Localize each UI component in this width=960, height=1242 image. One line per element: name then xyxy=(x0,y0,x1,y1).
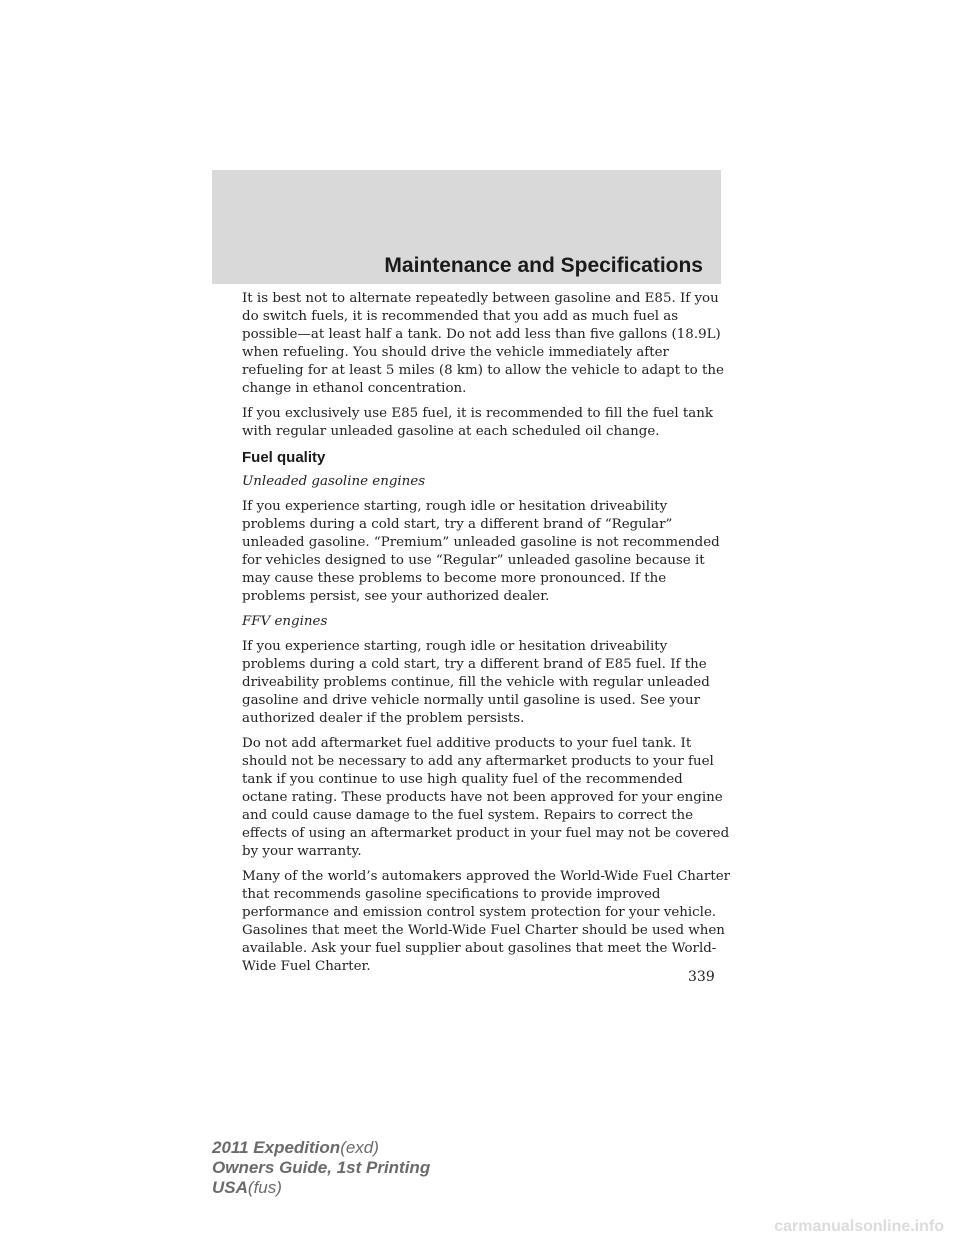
paragraph-additives: Do not add aftermarket fuel additive products to your fuel tank. It should not be necessary to add any aftermarket products to your fuel tank if you continue to use high quality fuel of the recommended octane rating. These products have not been approved for your engine and could cause damage to the fuel system. Repairs to correct the effects of using an aftermarket product in your fuel may not be covered by your warranty. xyxy=(242,736,730,859)
footer-model-code: (exd) xyxy=(340,1138,379,1157)
footer-line-model xyxy=(212,1138,430,1158)
paragraph-fuel-switching: It is best not to alternate repeatedly between gasoline and E85. If you do switch fuels, it is recommended that you add as much fuel as possible—at least half a tank. Do not add less than five gallons (18.9L) when refueling. You should drive the vehicle immediately after refueling for at least 5 miles (8 km) to allow the vehicle to adapt to the change in ethanol concentration. xyxy=(242,291,724,396)
page-number: 339 xyxy=(688,969,715,985)
paragraph-unleaded-problems: If you experience starting, rough idle or hesitation driveability problems during a cold start, try a different brand of “Regular” unleaded gasoline. “Premium” unleaded gasoline is not recommended for vehicles designed to use “Regular” unleaded gasoline because it may cause these problems to become more pronounced. If the problems persist, see your authorized dealer. xyxy=(242,499,720,604)
page-body xyxy=(242,290,732,983)
paragraph-fuel-charter: Many of the world’s automakers approved the World-Wide Fuel Charter that recommends gasoline specifications to provide improved performance and emission control system protection for your vehicle. Gasolines that meet the World-Wide Fuel Charter should be used when available. Ask your fuel supplier about gasolines that meet the World-Wide Fuel Charter. xyxy=(242,869,731,974)
footer-model: 2011 Expedition xyxy=(212,1138,341,1157)
section-title: Maintenance and Specifications xyxy=(384,254,703,277)
footer-market-code: (fus) xyxy=(247,1178,282,1197)
heading-fuel-quality: Fuel quality xyxy=(242,449,326,466)
paragraph-ffv-problems: If you experience starting, rough idle or hesitation driveability problems during a cold start, try a different brand of E85 fuel. If the driveability problems continue, fill the vehicle with regular unleaded gasoline and drive vehicle normally until gasoline is used. See your authorized dealer if the problem persists. xyxy=(242,639,710,726)
print-footer xyxy=(212,1138,430,1198)
footer-line-market xyxy=(212,1178,430,1198)
watermark-text: carmanualsonline.info xyxy=(774,1218,944,1235)
paragraph-e85-exclusive: If you exclusively use E85 fuel, it is recommended to fill the fuel tank with regular unleaded gasoline at each scheduled oil change. xyxy=(242,406,713,439)
subheading-unleaded-engines: Unleaded gasoline engines xyxy=(242,474,426,489)
subheading-ffv-engines: FFV engines xyxy=(242,614,328,629)
footer-market: USA xyxy=(212,1178,248,1197)
footer-line-guide: Owners Guide, 1st Printing xyxy=(212,1158,431,1177)
section-header-band xyxy=(212,170,721,284)
